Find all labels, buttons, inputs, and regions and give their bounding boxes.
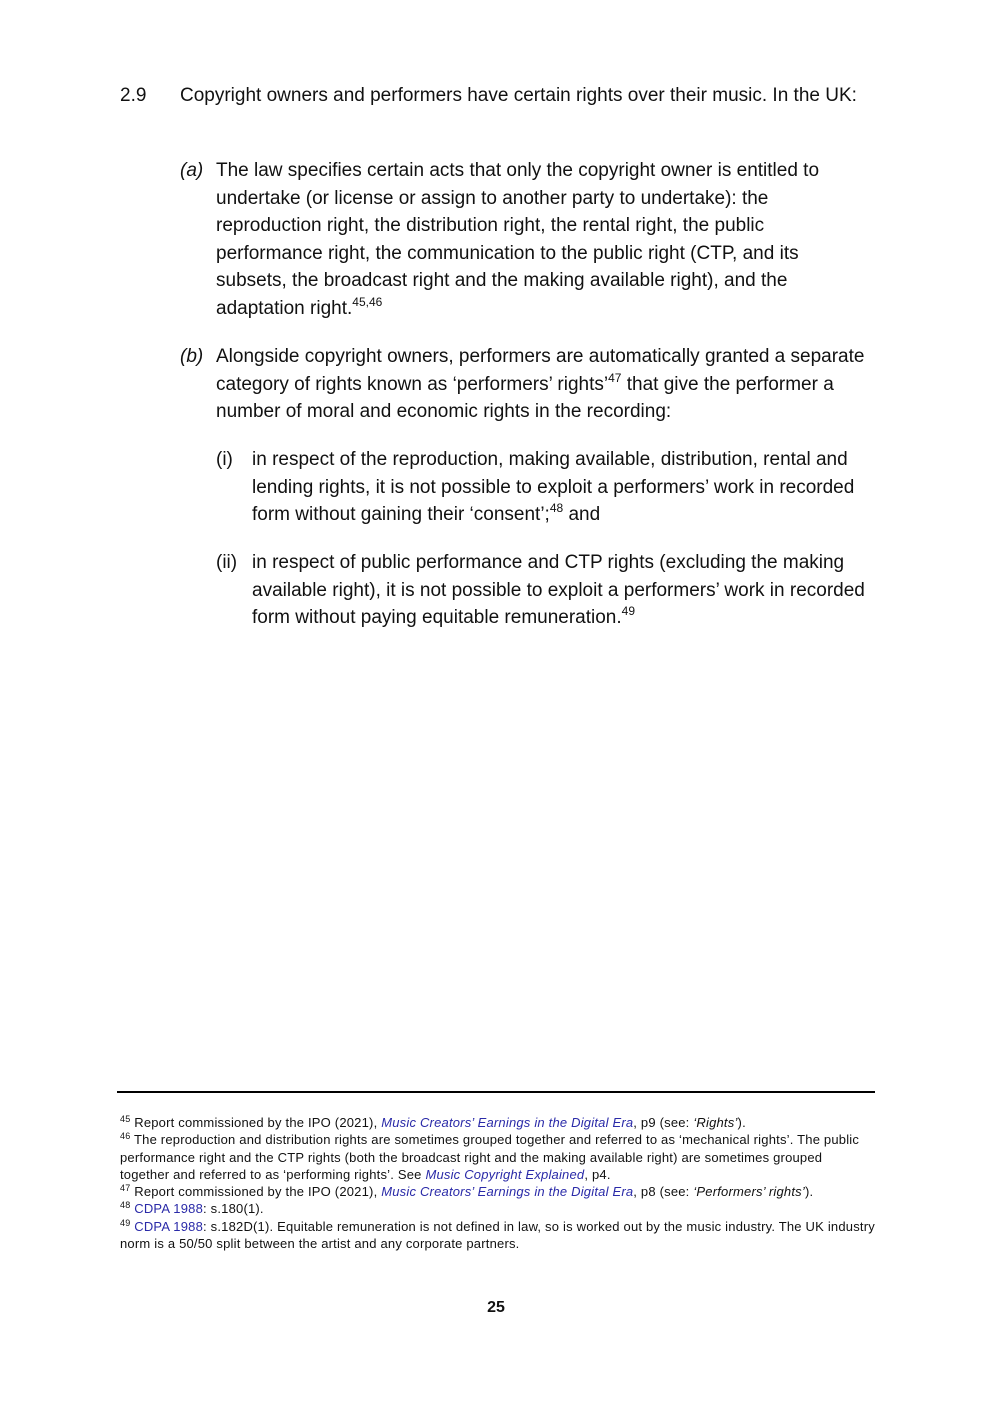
footnote-47 <box>120 1183 875 1200</box>
footnote-ref-47: 47 <box>608 370 622 385</box>
footnote-link[interactable]: Music Creators’ Earnings in the Digital Era <box>381 1115 634 1130</box>
item-label-a: (a) <box>180 160 204 181</box>
footnote-text: The reproduction and distribution rights are sometimes grouped together and referred to as ‘mechanical rights’. The public performance right and the CTP rights (both the broadcast right and the making available right) are sometimes grouped together and referred to as ‘performing rights’. See <box>120 1132 860 1182</box>
footnote-number: 47 <box>120 1183 131 1194</box>
footnote-text: : s.180(1). <box>203 1201 264 1217</box>
footnote-text: , p4. <box>584 1166 611 1182</box>
footnote-link[interactable]: Music Creators’ Earnings in the Digital Era <box>381 1184 634 1200</box>
footnote-number: 48 <box>120 1200 131 1211</box>
item-label-b: (b) <box>180 346 204 367</box>
item-a-text <box>216 157 866 322</box>
footnote-ref-49: 49 <box>621 604 636 618</box>
footnote-link[interactable]: CDPA 1988 <box>134 1201 204 1217</box>
footnote-text: , p8 (see: <box>633 1184 694 1200</box>
item-a-body: The law specifies certain acts that only the copyright owner is entitled to undertake (or license or assign to another party to undertake): the reproduction right, the distribution right, the rental right, the public performance right, the communication to the public right (CTP, and its subsets, the broadcast right and the making available right), and the adaptation right. <box>216 160 820 319</box>
footnote-italic: ‘Performers’ rights’ <box>693 1184 805 1200</box>
subitem-ii-body: in respect of public performance and CTP rights (excluding the making available right), it is not possible to exploit a performers’ work in recorded form without paying equitable remuneration. <box>252 552 865 628</box>
footnote-text: Report commissioned by the IPO (2021), <box>130 1184 382 1200</box>
footnote-number: 46 <box>120 1131 131 1142</box>
footnote-italic: ‘Rights’ <box>693 1115 738 1130</box>
subitem-ii-text <box>252 549 870 632</box>
footnote-45 <box>120 1114 875 1131</box>
footnote-ref-45-46: 45,46 <box>352 294 383 309</box>
footnote-number: 49 <box>120 1217 131 1228</box>
item-b-body-start: Alongside copyright owners, performers are automatically granted a separate category of rights known as ‘performers’ rights’ <box>216 346 865 395</box>
footnote-text: ). <box>737 1115 746 1130</box>
subitem-label-ii: (ii) <box>216 552 238 573</box>
subitem-i-body-start: in respect of the reproduction, making available, distribution, rental and lending rights, it is not possible to exploit a performers’ work in recorded form without gaining their ‘consent’; <box>252 449 855 525</box>
paragraph-text: Copyright owners and performers have certain rights over their music. In the UK: <box>180 85 857 106</box>
page-number: 25 <box>487 1299 505 1316</box>
footnote-link[interactable]: Music Copyright Explained <box>425 1166 585 1182</box>
footnote-49 <box>120 1218 875 1253</box>
footnote-number: 45 <box>120 1114 131 1124</box>
footnotes <box>120 1114 875 1252</box>
footnote-separator <box>117 1091 875 1093</box>
footnote-text: , p9 (see: <box>633 1115 694 1130</box>
footnote-48 <box>120 1200 875 1217</box>
footnote-link[interactable]: CDPA 1988 <box>134 1218 204 1234</box>
subitem-label-i: (i) <box>216 449 233 470</box>
footnote-ref-48: 48 <box>549 501 564 515</box>
footnote-text: ). <box>804 1184 814 1200</box>
footnote-46 <box>120 1131 875 1183</box>
footnote-text: : s.182D(1). Equitable remuneration is not defined in law, so is worked out by the music industry. The UK industry norm is a 50/50 split between the artist and any corporate partners. <box>120 1218 875 1252</box>
item-b-text <box>216 343 866 426</box>
subitem-i-body-end: and <box>563 504 601 525</box>
item-b-body-end: that give the performer a number of moral and economic rights in the recording: <box>216 373 834 422</box>
subitem-i-text <box>252 446 870 529</box>
footnote-text: Report commissioned by the IPO (2021), <box>130 1115 382 1130</box>
paragraph-number: 2.9 <box>120 85 147 106</box>
